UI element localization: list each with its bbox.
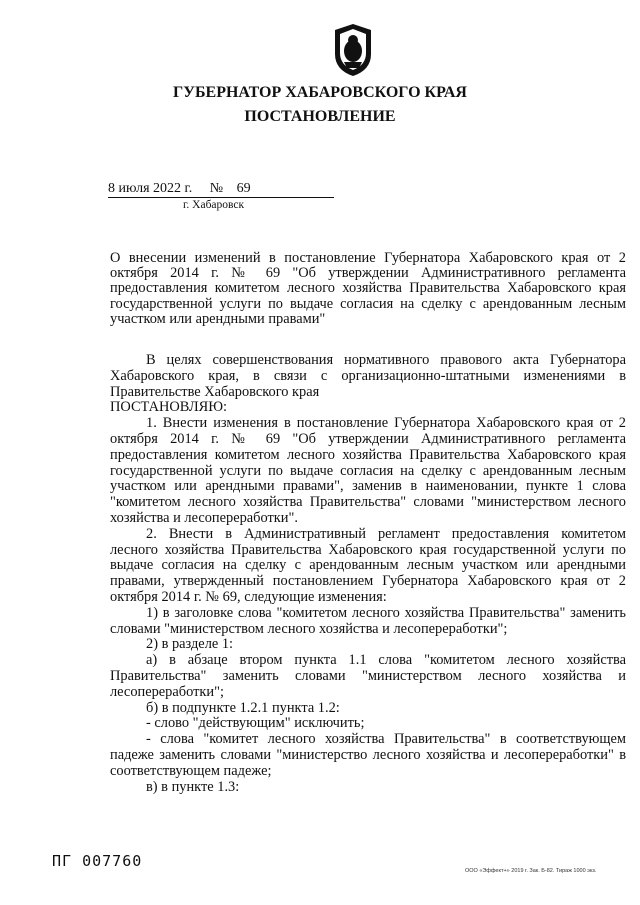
print-info: ООО «Эффект+» 2019 г. Зак. Б-82. Тираж 1000 экз. <box>465 868 597 874</box>
serial-stamp: ПГ 007760 <box>52 852 143 870</box>
coat-of-arms-emblem <box>331 22 375 78</box>
subparagraph-2-1: 1) в заголовке слова "комитетом лесного хозяйства Правительства" заменить словами "министерством лесного хозяйства и лесопереработки"; <box>110 604 626 637</box>
government-heading: ГУБЕРНАТОР ХАБАРОВСКОГО КРАЯ <box>173 84 467 101</box>
document-number: 69 <box>236 181 251 196</box>
document-date: 8 июля 2022 г. <box>108 181 193 196</box>
document-type-heading: ПОСТАНОВЛЕНИЕ <box>244 108 396 125</box>
city-label: г. Хабаровск <box>183 199 245 211</box>
document-body <box>110 353 626 795</box>
document-title: О внесении изменений в постановление Губернатора Хабаровского края от 2 октября 2014 г. № 69 "Об утверждении Административного регламента предоставления комитетом лесного хозяйства Правительства Хабаровского края государственной услуги по выдаче согласия на сделку с арендованным лесным участком или арендными правами" <box>110 250 626 327</box>
preamble-paragraph: В целях совершенствования нормативного правового акта Губернатора Хабаровского края, в связи с организационно-штатными изменениями в Правительстве Хабаровского края <box>110 352 626 400</box>
item-2-2-c: в) в пункте 1.3: <box>146 778 240 795</box>
paragraph-2: 2. Внести в Административный регламент предоставления комитетом лесного хозяйства Правительства Хабаровского края государственной услуги по выдаче согласия на сделку с арендованным лесным участком или арендными правами, утвержденный постановлением Губернатора Хабаровского края от 2 октября 2014 г. № 69, следующие изменения: <box>110 525 626 605</box>
resolve-line: ПОСТАНОВЛЯЮ: <box>110 399 228 416</box>
item-2-2-b: б) в подпункте 1.2.1 пункта 1.2: <box>146 699 340 716</box>
item-2-2-b-1: - слово "действующим" исключить; <box>146 715 365 732</box>
paragraph-1: 1. Внести изменения в постановление Губернатора Хабаровского края от 2 октября 2014 г. № 69 "Об утверждении Административного регламента предоставления комитетом лесного хозяйства Правительства Хабаровского края государственной услуги по выдаче согласия на сделку с арендованным лесным участком или арендными правами", заменив в наименовании, пункте 1 слова "комитетом лесного хозяйства Правительства" словами "министерством лесного хозяйства и лесопереработки". <box>110 415 626 526</box>
subparagraph-2-2: 2) в разделе 1: <box>146 636 234 653</box>
number-sign: № <box>209 181 224 196</box>
date-underline <box>108 197 334 198</box>
item-2-2-a: а) в абзаце втором пункта 1.1 слова "комитетом лесного хозяйства Правительства" заменить словами "министерством лесного хозяйства и лесопереработки"; <box>110 652 626 700</box>
item-2-2-b-2: - слова "комитет лесного хозяйства Правительства" в соответствующем падеже заменить словами "министерство лесного хозяйства и лесопереработки" в соответствующем падеже; <box>110 731 626 779</box>
date-number-line <box>108 181 251 197</box>
